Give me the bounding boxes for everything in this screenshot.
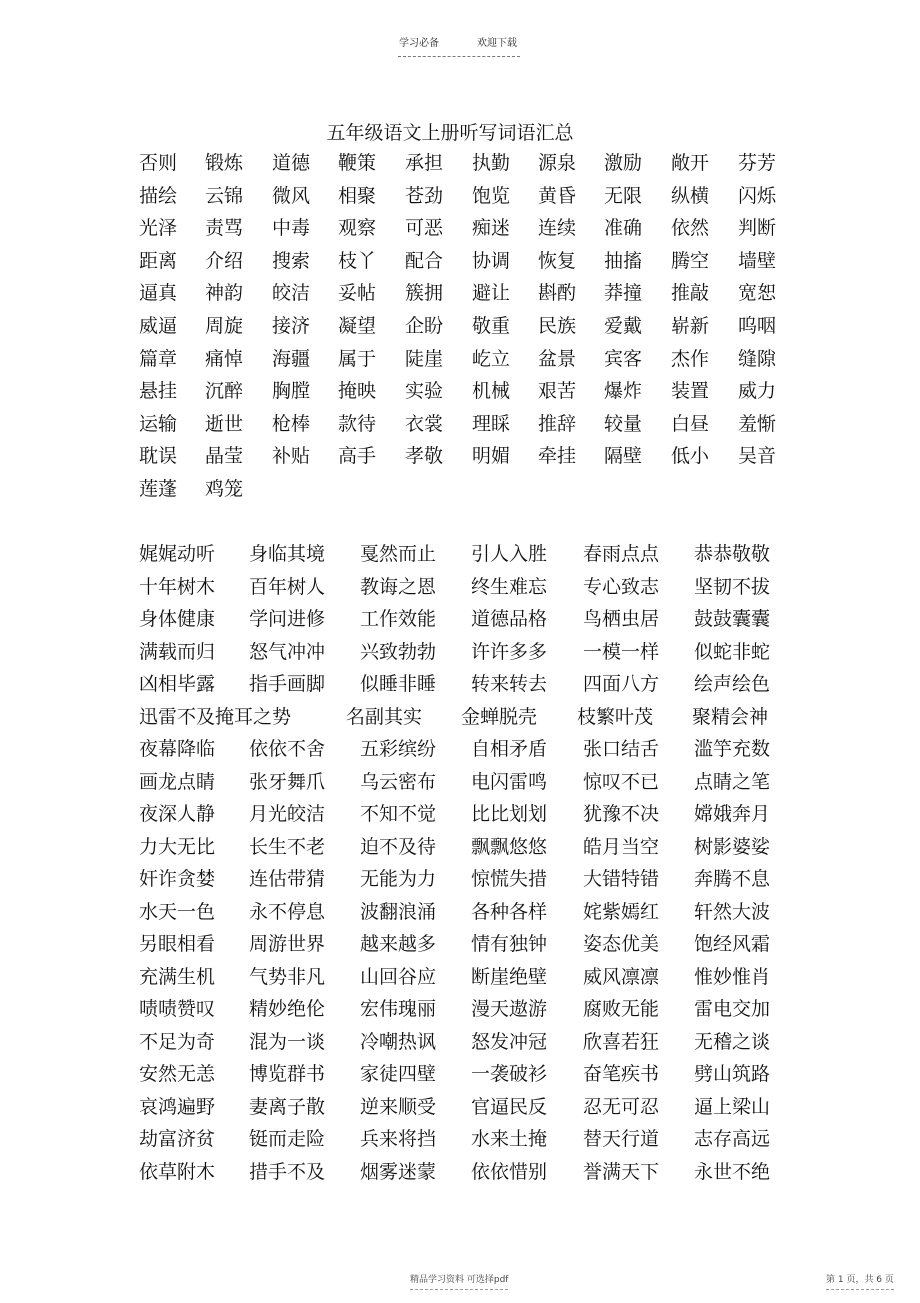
idiom-cell: 大错特错 <box>583 868 660 890</box>
idiom-cell: 腐败无能 <box>583 998 660 1020</box>
word-cell: 痛悼 <box>205 347 244 370</box>
idiom-cell: 志存高远 <box>694 1128 771 1150</box>
footer-left-text: 精品学习资料 可选择pdf <box>410 1274 508 1290</box>
word-cell: 宽恕 <box>738 282 777 305</box>
idiom-cell: 水来土掩 <box>471 1128 548 1150</box>
idiom-cell: 春雨点点 <box>583 543 660 565</box>
idiom-cell: 兴致勃勃 <box>360 640 437 663</box>
word-cell: 鞭策 <box>338 152 377 174</box>
word-cell: 连续 <box>538 217 577 240</box>
word-cell: 掩映 <box>338 380 377 403</box>
word-cell: 低小 <box>671 445 710 468</box>
idiom-cell: 周游世界 <box>249 933 326 955</box>
idiom-cell: 指手画脚 <box>249 673 326 695</box>
word-cell: 周旋 <box>205 315 244 337</box>
idiom-cell: 依草附木 <box>139 1160 216 1183</box>
word-cell: 苍劲 <box>405 184 444 207</box>
idiom-cell: 怒发冲冠 <box>471 1030 548 1053</box>
word-cell: 威力 <box>738 380 777 403</box>
word-cell: 杰作 <box>671 347 710 370</box>
word-cell: 理睬 <box>472 412 511 435</box>
idiom-cell: 夜幕降临 <box>139 738 216 760</box>
idiom-cell: 山回谷应 <box>360 965 437 988</box>
word-cell: 崭新 <box>671 315 710 337</box>
idiom-cell: 混为一谈 <box>249 1030 326 1053</box>
word-cell: 枪棒 <box>272 412 311 435</box>
word-cell: 否则 <box>139 152 178 174</box>
idiom-cell: 越来越多 <box>360 933 437 955</box>
header-left-text: 学习必备 <box>399 38 439 49</box>
word-cell: 属于 <box>338 347 377 370</box>
word-cell: 推敲 <box>671 282 710 305</box>
idiom-cell: 不足为奇 <box>139 1030 216 1053</box>
idiom-cell: 四面八方 <box>583 673 660 695</box>
word-cell: 相聚 <box>338 184 377 207</box>
idiom-cell: 饱经风霜 <box>694 933 771 955</box>
word-cell: 莽撞 <box>604 282 643 305</box>
word-cell: 搜索 <box>272 249 311 272</box>
idiom-cell: 一模一样 <box>583 640 660 663</box>
idiom-cell: 画龙点睛 <box>139 770 216 793</box>
idiom-cell: 引人入胜 <box>471 543 548 565</box>
word-cell: 描绘 <box>139 184 178 207</box>
idiom-cell: 夜深人静 <box>139 803 216 825</box>
idiom-cell: 十年树木 <box>139 575 216 598</box>
word-cell: 激励 <box>604 152 643 174</box>
idiom-cell: 家徒四壁 <box>360 1063 437 1085</box>
idiom-cell: 姿态优美 <box>583 933 660 955</box>
word-cell: 装置 <box>671 380 710 403</box>
idiom-cell: 惊慌失措 <box>471 868 548 890</box>
word-cell: 逼真 <box>139 282 178 305</box>
idiom-cell: 逆来顺受 <box>360 1095 437 1118</box>
word-cell: 道德 <box>272 152 311 174</box>
idiom-cell: 永世不绝 <box>694 1160 771 1183</box>
idiom-cell: 似蛇非蛇 <box>694 640 771 663</box>
word-cell: 中毒 <box>272 217 311 240</box>
word-cell: 艰苦 <box>538 380 577 403</box>
word-cell: 吴音 <box>738 445 777 468</box>
idiom-cell: 恭恭敬敬 <box>694 543 771 565</box>
idiom-cell: 惊叹不已 <box>583 770 660 793</box>
word-cell: 判断 <box>738 217 777 240</box>
idiom-cell: 另眼相看 <box>139 933 216 955</box>
word-cell: 补贴 <box>272 445 311 468</box>
word-cell: 悬挂 <box>139 380 178 403</box>
idiom-cell: 道德品格 <box>471 608 548 630</box>
idiom-cell: 兵来将挡 <box>360 1128 437 1150</box>
word-cell: 斟酌 <box>538 282 577 305</box>
word-cell: 牵挂 <box>538 445 577 468</box>
word-cell: 明媚 <box>472 445 511 468</box>
idiom-cell: 电闪雷鸣 <box>471 770 548 793</box>
idiom-cell: 水天一色 <box>139 900 216 923</box>
word-cell: 抽搐 <box>604 249 643 272</box>
idiom-cell: 劈山筑路 <box>694 1063 771 1085</box>
word-cell: 胸膛 <box>272 380 311 403</box>
idiom-cell: 飘飘悠悠 <box>471 835 548 858</box>
word-cell: 耽误 <box>139 445 178 468</box>
idiom-cell: 无稽之谈 <box>694 1030 771 1053</box>
idiom-cell: 安然无恙 <box>139 1063 216 1085</box>
word-cell: 机械 <box>472 380 511 403</box>
word-cell: 敬重 <box>472 315 511 337</box>
idiom-cell: 长生不老 <box>249 835 326 858</box>
header-right-text: 欢迎下载 <box>477 38 517 49</box>
idiom-cell: 奸诈贪婪 <box>139 868 216 890</box>
idiom-cell: 各种各样 <box>471 900 548 923</box>
word-cell: 隔壁 <box>604 445 643 468</box>
word-cell: 呜咽 <box>738 315 777 337</box>
word-cell: 腾空 <box>671 249 710 272</box>
idiom-cell: 金蝉脱壳 <box>461 705 538 728</box>
word-cell: 神韵 <box>205 282 244 305</box>
word-cell: 威逼 <box>139 315 178 337</box>
idiom-cell: 枝繁叶茂 <box>577 705 654 728</box>
page-number: 第 1 页，共 6 页 <box>826 1274 894 1290</box>
idiom-cell: 戛然而止 <box>360 543 437 565</box>
idiom-cell: 许许多多 <box>471 640 548 663</box>
word-cell: 配合 <box>405 249 444 272</box>
word-cell: 芬芳 <box>738 152 777 174</box>
idiom-cell: 凶相毕露 <box>139 673 216 695</box>
word-cell: 可恶 <box>405 217 444 240</box>
idiom-cell: 姹紫嫣红 <box>583 900 660 923</box>
word-cell: 实验 <box>405 380 444 403</box>
word-cell: 黄昏 <box>538 184 577 207</box>
document-title: 五年级语文上册听写词语汇总 <box>326 122 574 144</box>
word-cell: 锻炼 <box>205 152 244 174</box>
word-cell: 晶莹 <box>205 445 244 468</box>
word-cell: 民族 <box>538 315 577 337</box>
idiom-cell: 皓月当空 <box>583 835 660 858</box>
word-cell: 墙壁 <box>738 249 777 272</box>
word-cell: 宾客 <box>604 347 643 370</box>
idiom-cell: 烟雾迷蒙 <box>360 1160 437 1183</box>
idiom-cell: 永不停息 <box>249 900 326 923</box>
word-cell: 白昼 <box>671 412 710 435</box>
idiom-cell: 欣喜若狂 <box>583 1030 660 1053</box>
word-cell: 较量 <box>604 412 643 435</box>
word-cell: 凝望 <box>338 315 377 337</box>
word-cell: 企盼 <box>405 315 444 337</box>
word-cell: 微风 <box>272 184 311 207</box>
idiom-cell: 奔腾不息 <box>694 868 771 890</box>
idiom-cell: 气势非凡 <box>249 965 326 988</box>
idiom-cell: 百年树人 <box>249 575 326 598</box>
word-cell: 盆景 <box>538 347 577 370</box>
word-cell: 观察 <box>338 217 377 240</box>
idiom-cell: 月光皎洁 <box>249 803 326 825</box>
word-cell: 接济 <box>272 315 311 337</box>
idiom-cell: 娓娓动听 <box>139 543 216 565</box>
word-cell: 敞开 <box>671 152 710 174</box>
word-cell: 责骂 <box>205 217 244 240</box>
word-cell: 沉醉 <box>205 380 244 403</box>
idiom-cell: 五彩缤纷 <box>360 738 437 760</box>
idiom-cell: 张口结舌 <box>583 738 660 760</box>
word-cell: 恢复 <box>538 249 577 272</box>
idiom-cell: 鸟栖虫居 <box>583 608 660 630</box>
word-cell: 无限 <box>604 184 643 207</box>
word-cell: 闪烁 <box>738 184 777 207</box>
idiom-cell: 依依惜别 <box>471 1160 548 1183</box>
idiom-cell: 张牙舞爪 <box>249 770 326 793</box>
idiom-cell: 学问进修 <box>249 608 326 630</box>
idiom-cell: 逼上梁山 <box>694 1095 771 1118</box>
idiom-cell: 劫富济贫 <box>139 1128 216 1150</box>
word-cell: 篇章 <box>139 347 178 370</box>
idiom-cell: 不知不觉 <box>360 803 437 825</box>
idiom-cell: 迫不及待 <box>360 835 437 858</box>
word-cell: 运输 <box>139 412 178 435</box>
idiom-cell: 满载而归 <box>139 640 216 663</box>
word-cell: 缝隙 <box>738 347 777 370</box>
word-cell: 陡崖 <box>405 347 444 370</box>
idiom-cell: 转来转去 <box>471 673 548 695</box>
idiom-cell: 鼓鼓囊囊 <box>694 608 771 630</box>
word-cell: 痴迷 <box>472 217 511 240</box>
idiom-cell: 忍无可忍 <box>583 1095 660 1118</box>
word-cell: 源泉 <box>538 152 577 174</box>
idiom-cell: 聚精会神 <box>692 705 769 728</box>
idiom-cell: 身临其境 <box>249 543 326 565</box>
word-cell: 羞惭 <box>738 412 777 435</box>
idiom-cell: 终生难忘 <box>471 575 548 598</box>
word-cell: 承担 <box>405 152 444 174</box>
idiom-cell: 点睛之笔 <box>694 770 771 793</box>
word-cell: 光泽 <box>139 217 178 240</box>
idiom-cell: 坚韧不拔 <box>694 575 771 598</box>
idiom-cell: 一袭破衫 <box>471 1063 548 1085</box>
idiom-cell: 教诲之恩 <box>360 575 437 598</box>
idiom-cell: 工作效能 <box>360 608 437 630</box>
idiom-cell: 乌云密布 <box>360 770 437 793</box>
word-cell: 衣裳 <box>405 412 444 435</box>
word-cell: 介绍 <box>205 249 244 272</box>
word-cell: 依然 <box>671 217 710 240</box>
word-cell: 执勤 <box>472 152 511 174</box>
idiom-cell: 绘声绘色 <box>694 673 771 695</box>
idiom-cell: 漫天遨游 <box>471 998 548 1020</box>
idiom-cell: 比比划划 <box>471 803 548 825</box>
word-cell: 推辞 <box>538 412 577 435</box>
idiom-cell: 妻离子散 <box>249 1095 326 1118</box>
word-cell: 皎洁 <box>272 282 311 305</box>
idiom-cell: 博览群书 <box>249 1063 326 1085</box>
word-cell: 准确 <box>604 217 643 240</box>
idiom-cell: 冷嘲热讽 <box>360 1030 437 1053</box>
word-cell: 鸡笼 <box>205 478 244 500</box>
idiom-cell: 雷电交加 <box>694 998 771 1020</box>
word-cell: 孝敬 <box>405 445 444 468</box>
idiom-cell: 誉满天下 <box>583 1160 660 1183</box>
page-header <box>398 38 520 57</box>
word-cell: 高手 <box>338 445 377 468</box>
idiom-cell: 怒气冲冲 <box>249 640 326 663</box>
idiom-cell: 无能为力 <box>360 868 437 890</box>
idiom-cell: 精妙绝伦 <box>249 998 326 1020</box>
idiom-cell: 名副其实 <box>346 705 423 728</box>
idiom-cell: 迅雷不及掩耳之势 <box>139 705 292 728</box>
idiom-cell: 滥竽充数 <box>694 738 771 760</box>
word-cell: 距离 <box>139 249 178 272</box>
word-cell: 海疆 <box>272 347 311 370</box>
idiom-cell: 连估带猜 <box>249 868 326 890</box>
word-cell: 饱览 <box>472 184 511 207</box>
word-cell: 款待 <box>338 412 377 435</box>
word-cell: 爱戴 <box>604 315 643 337</box>
word-cell: 逝世 <box>205 412 244 435</box>
word-cell: 云锦 <box>205 184 244 207</box>
idiom-cell: 似睡非睡 <box>360 673 437 695</box>
idiom-cell: 身体健康 <box>139 608 216 630</box>
idiom-cell: 轩然大波 <box>694 900 771 923</box>
idiom-cell: 断崖绝壁 <box>471 965 548 988</box>
word-cell: 纵横 <box>671 184 710 207</box>
word-cell: 簇拥 <box>405 282 444 305</box>
idiom-cell: 奋笔疾书 <box>583 1063 660 1085</box>
word-cell: 枝丫 <box>338 249 377 272</box>
idiom-cell: 哀鸿遍野 <box>139 1095 216 1118</box>
idiom-cell: 官逼民反 <box>471 1095 548 1118</box>
idiom-cell: 铤而走险 <box>249 1128 326 1150</box>
word-cell: 避让 <box>472 282 511 305</box>
idiom-cell: 犹豫不决 <box>583 803 660 825</box>
idiom-cell: 树影婆娑 <box>694 835 771 858</box>
idiom-cell: 惟妙惟肖 <box>694 965 771 988</box>
idiom-cell: 替天行道 <box>583 1128 660 1150</box>
idiom-cell: 专心致志 <box>583 575 660 598</box>
idiom-cell: 力大无比 <box>139 835 216 858</box>
idiom-cell: 宏伟瑰丽 <box>360 998 437 1020</box>
idiom-cell: 威风凛凛 <box>583 965 660 988</box>
word-cell: 屹立 <box>472 347 511 370</box>
idiom-cell: 啧啧赞叹 <box>139 998 216 1020</box>
idiom-cell: 依依不舍 <box>249 738 326 760</box>
idiom-cell: 充满生机 <box>139 965 216 988</box>
word-cell: 爆炸 <box>604 380 643 403</box>
idiom-cell: 情有独钟 <box>471 933 548 955</box>
idiom-cell: 嫦娥奔月 <box>694 803 771 825</box>
word-cell: 妥帖 <box>338 282 377 305</box>
idiom-cell: 波翻浪涌 <box>360 900 437 923</box>
word-cell: 莲蓬 <box>139 478 178 500</box>
idiom-cell: 自相矛盾 <box>471 738 548 760</box>
word-cell: 协调 <box>472 249 511 272</box>
idiom-cell: 措手不及 <box>249 1160 326 1183</box>
